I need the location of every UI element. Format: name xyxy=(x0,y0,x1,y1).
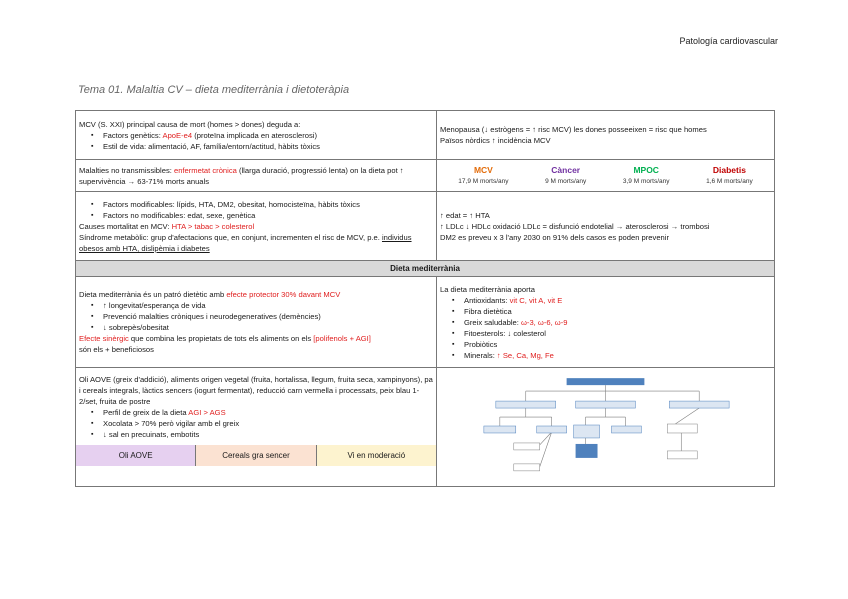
non-modifiable-item: ▪ Factors no modificables: edat, sexe, genètica xyxy=(103,210,433,221)
genetic-factors-item: ▪ Factors genètics: ApoE-e4 (proteïna implicada en aterosclerosi) xyxy=(103,130,433,141)
nutrients-list xyxy=(440,295,771,361)
diagram-note-3 xyxy=(514,464,540,471)
food-pill: Oli AOVE xyxy=(76,445,196,466)
nutrient-item: ▪ Minerals: ↑ Se, Ca, Mg, Fe xyxy=(464,350,771,361)
benefits-list xyxy=(79,300,433,333)
med-diet-intro: Dieta mediterrània és un patró dietètic amb efecte protector 30% davant MCV xyxy=(79,290,341,299)
diagram-note-4 xyxy=(667,451,697,459)
diagram-node-e xyxy=(537,426,567,433)
diagram-node-h xyxy=(576,444,598,458)
diagram-root-node xyxy=(567,378,645,385)
nutrient-item: ▪ Fibra dietètica xyxy=(464,306,771,317)
diagram-cell xyxy=(437,368,775,487)
section-title: Dieta mediterrània xyxy=(76,261,775,277)
risk-factors-list xyxy=(79,199,433,221)
causes-intro: MCV (S. XXI) principal causa de mort (homes > dones) deguda a: xyxy=(79,119,301,129)
age-hta-line: ↑ edat = ↑ HTA xyxy=(440,210,490,220)
nutrients-cell xyxy=(437,277,775,368)
stat-mpoc xyxy=(623,165,670,187)
diagram-node-d xyxy=(484,426,516,433)
dm2-line: DM2 es preveu x 3 l'any 2030 on 91% dels casos es poden prevenir xyxy=(440,232,669,242)
mortality-causes: Causes mortalitat en MCV: HTA > tabac > colesterol xyxy=(79,221,255,231)
benefit-item: ▪ ↑ longevitat/esperança de vida xyxy=(103,300,433,311)
stat-name: MPOC xyxy=(633,164,659,175)
row-causes xyxy=(76,111,775,160)
food-pills xyxy=(76,445,436,466)
stat-mcv xyxy=(458,165,508,187)
med-diet-cell xyxy=(76,277,437,368)
food-pill: Vi en moderació xyxy=(317,445,436,466)
diagram-note-2 xyxy=(514,443,540,450)
diagram-node-c xyxy=(669,401,729,408)
metabolic-syndrome: Síndrome metabòlic: grup d'afectacions que, en conjunt, incrementen el risc de MCV, p.e. individus obesos amb HTA, dislipèmia i diabetes xyxy=(79,232,412,253)
row-ncd xyxy=(76,160,775,192)
nutrient-item: ▪ Probiòtics xyxy=(464,339,771,350)
row-med-diet xyxy=(76,277,775,368)
nutrients-title: La dieta mediterrània aporta xyxy=(440,284,535,294)
nutrient-item: ▪ Fitoesterols: ↓ colesterol xyxy=(464,328,771,339)
row-section-title xyxy=(76,261,775,277)
stat-value: 1,6 M morts/any xyxy=(706,177,753,185)
benefit-item: ▪ ↓ sobrepès/obesitat xyxy=(103,322,433,333)
topic-title: Tema 01. Malaltia CV – dieta mediterrània i dietoteràpia xyxy=(78,84,350,96)
stat-càncer xyxy=(545,165,586,187)
diagram-node-f xyxy=(574,425,600,438)
mortality-stats xyxy=(440,165,771,187)
stat-diabetis xyxy=(706,165,753,187)
nutrient-item: ▪ Greix saludable: ω-3, ω-6, ω-9 xyxy=(464,317,771,328)
diagram-note-1 xyxy=(667,424,697,433)
nordic-line: Països nòrdics ↑ incidència MCV xyxy=(440,136,551,145)
chocolate-item: ▪ Xocolata > 70% però vigilar amb el greix xyxy=(103,418,433,429)
stats-cell xyxy=(437,160,775,192)
menopause-line: Menopausa (↓ estrògens = ↑ risc MCV) les dones posseeixen = risc que homes xyxy=(440,125,707,134)
concept-diagram xyxy=(440,371,771,483)
ldl-line: ↑ LDLc ↓ HDLc oxidació LDLc = disfunció endotelial → aterosclerosi → trombosi xyxy=(440,221,710,231)
page-header-title: Patología cardiovascular xyxy=(679,36,778,46)
stat-value: 17,9 M morts/any xyxy=(458,177,509,185)
stat-name: Diabetis xyxy=(712,164,746,175)
modifiable-item: ▪ Factors modificables: lípids, HTA, DM2, obesitat, homocisteïna, hàbits tòxics xyxy=(103,199,433,210)
fat-profile-item: ▪ Perfil de greix de la dieta AGI > AGS xyxy=(103,407,433,418)
age-ldl-cell xyxy=(437,192,775,261)
menopause-cell xyxy=(437,111,775,160)
stat-name: Càncer xyxy=(551,164,581,175)
nutrient-item: ▪ Antioxidants: vit C, vit A, vit E xyxy=(464,295,771,306)
diagram-node-g xyxy=(611,426,641,433)
content-table xyxy=(75,110,775,487)
foods-cell xyxy=(76,368,437,487)
stat-name: MCV xyxy=(473,164,493,175)
stat-value: 3,9 M morts/any xyxy=(622,177,670,185)
diagram-node-b xyxy=(576,401,636,408)
foods-list xyxy=(79,407,433,440)
row-foods xyxy=(76,368,775,487)
causes-left-cell xyxy=(76,111,437,160)
risk-factors-cell xyxy=(76,192,437,261)
stat-value: 9 M morts/any xyxy=(545,177,587,185)
food-pill: Cereals gra sencer xyxy=(196,445,316,466)
diagram-node-a xyxy=(496,401,556,408)
causes-list xyxy=(79,130,433,152)
synergy-text: Efecte sinèrgic que combina les propietats de tots els aliments on els [polifenols + AGI] són els + beneficiosos xyxy=(79,334,371,354)
foods-text: Oli AOVE (greix d'addició), aliments origen vegetal (fruita, hortalissa, llegum, fruita seca, xampinyons), pa i cereals integrals, làctics sencers (iogurt fermentat), reducció carn vermella i processats, peix blau 1-2/set, fruita de postre xyxy=(79,375,433,406)
row-risk-factors xyxy=(76,192,775,261)
salt-item: ▪ ↓ sal en precuinats, embotits xyxy=(103,429,433,440)
ncd-cell: Malalties no transmissibles: enfermetat crònica (llarga duració, progressió lenta) on la dieta pot ↑ supervivència → 63-71% morts anuals xyxy=(76,160,437,192)
lifestyle-item: ▪ Estil de vida: alimentació, AF, família/entorn/actitud, hàbits tòxics xyxy=(103,141,433,152)
benefit-item: ▪ Prevenció malalties cròniques i neurodegeneratives (demències) xyxy=(103,311,433,322)
